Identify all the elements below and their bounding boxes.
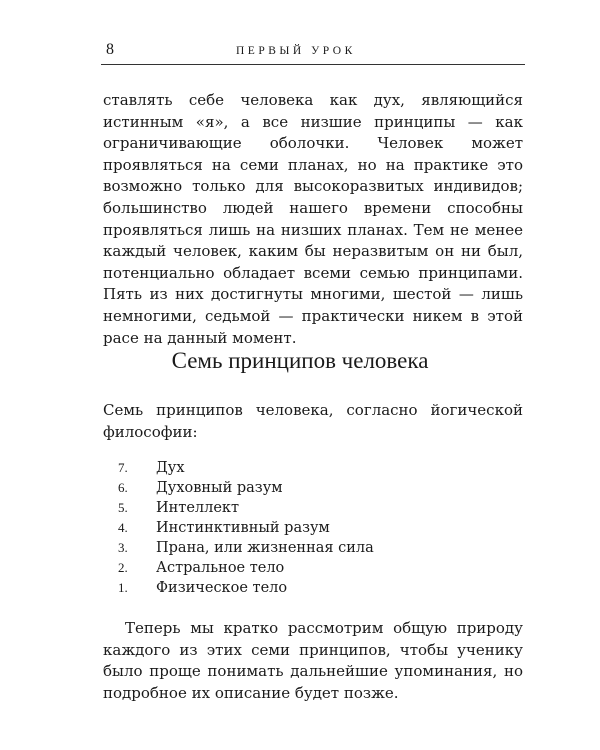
section-heading: Семь принципов человека: [171, 348, 429, 373]
list-item: [118, 578, 374, 598]
list-item-number: 7.: [118, 460, 128, 475]
list-item-label: Инстинктивный разум: [156, 520, 330, 536]
running-head: ПЕРВЫЙ УРОК: [236, 45, 356, 57]
list-item-label: Астральное тело: [156, 560, 285, 576]
list-item: [118, 518, 374, 538]
header-divider: [101, 64, 525, 65]
list-item-label: Духовный разум: [156, 480, 283, 496]
list-item-label: Дух: [156, 460, 185, 476]
closing-paragraph: Теперь мы кратко рассмотрим общую природу каждого из этих семи принципов, чтобы ученику было проще понимать дальнейшие упоминания, но подробное их описание будет позже.: [103, 619, 523, 702]
page-number: 8: [106, 41, 114, 58]
lead-paragraph: Семь принципов человека, согласно йогической философии:: [103, 401, 523, 441]
list-item-number: 3.: [118, 540, 128, 555]
list-item: [118, 558, 374, 578]
principles-list: [118, 458, 374, 598]
intro-paragraph: ставлять себе человека как дух, являющийся истинным «я», а все низшие принципы — как ограничивающие оболочки. Человек может проявляться на семи планах, но на практике это возможно только для высокоразвитых индивидов; большинство людей нашего времени способны проявляться лишь на низших планах. Тем не менее каждый человек, каким бы неразвитым он ни был, потенциально обладает всеми семью принципами. Пять из них достигнуты многими, шестой — лишь немногими, седьмой — практически никем в этой расе на данный момент.: [103, 91, 523, 347]
list-item-number: 4.: [118, 520, 128, 535]
list-item-label: Прана, или жизненная сила: [156, 540, 374, 556]
list-item-label: Физическое тело: [156, 580, 288, 596]
list-item: [118, 478, 374, 498]
list-item-number: 2.: [118, 560, 128, 575]
list-item: [118, 458, 374, 478]
list-item: [118, 498, 374, 518]
list-item: [118, 538, 374, 558]
list-item-label: Интеллект: [156, 500, 239, 516]
list-item-number: 1.: [118, 580, 128, 595]
list-item-number: 6.: [118, 480, 128, 495]
list-item-number: 5.: [118, 500, 128, 515]
